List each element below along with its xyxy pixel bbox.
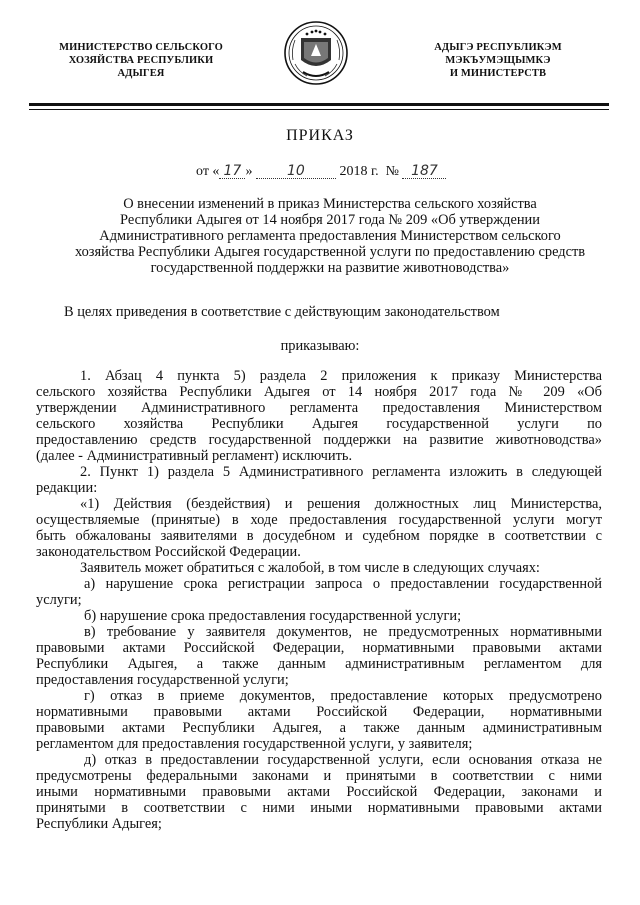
body-line: Республики Адыгея; xyxy=(36,816,162,832)
order-word: приказываю: xyxy=(280,338,360,354)
subject-line: хозяйства Республики Адыгея государственной услуги по предоставлению средств xyxy=(74,244,586,260)
body-line: сельского хозяйства Республики Адыгея от 14 ноября 2017 года № 209 «Об xyxy=(36,384,602,400)
body-line: 1. Абзац 4 пункта 5) раздела 2 приложения к приказу Министерства xyxy=(80,368,602,384)
body-line: быть обжалованы заявителями в досудебном и судебном порядке в соответствии с xyxy=(36,528,602,544)
body-line: Республики Адыгея, а также данным административным регламентом для xyxy=(36,656,602,672)
date-prefix: от « xyxy=(196,164,220,179)
header-left-line: АДЫГЕЯ xyxy=(117,68,165,79)
body-line: правовыми актами Республики Адыгея, а также данным административным xyxy=(36,720,602,736)
ministry-name-russian xyxy=(36,41,246,80)
header-left-line: МИНИСТЕРСТВО СЕЛЬСКОГО xyxy=(59,42,223,53)
ministry-name-adyghe xyxy=(398,41,598,80)
order-number-handwritten: 187 xyxy=(411,163,438,179)
body-line: в) требование у заявителя документов, не предусмотренных нормативными xyxy=(84,624,602,640)
body-line: г) отказ в приеме документов, предоставление которых предусмотрено xyxy=(84,688,602,704)
body-line: нормативными правовыми актами Российской Федерации, нормативными xyxy=(36,704,602,720)
preamble: В целях приведения в соответствие с действующим законодательством xyxy=(64,304,500,320)
subject-line: О внесении изменений в приказ Министерства сельского хозяйства xyxy=(123,196,537,212)
order-number-field xyxy=(402,163,446,179)
body-line: сельского хозяйства Республики Адыгея государственной услуги по xyxy=(36,416,602,432)
body-line: осуществляемые (принятые) в ходе предоставления государственной услуги могут xyxy=(36,512,602,528)
body-line: 2. Пункт 1) раздела 5 Административного регламента изложить в следующей xyxy=(80,464,602,480)
date-month-field xyxy=(256,163,336,179)
body-line: д) отказ в предоставлении государственной услуги, если основания отказа не xyxy=(84,752,602,768)
coat-of-arms-emblem xyxy=(283,20,349,86)
body-line: услуги; xyxy=(36,592,82,608)
body-line: предоставления государственной услуги; xyxy=(36,672,289,688)
number-sign: № xyxy=(385,164,399,179)
document-body xyxy=(36,368,602,832)
subject-line: Административного регламента предоставления Министерством сельского xyxy=(99,228,561,244)
header-right-line: АДЫГЭ РЕСПУБЛИКЭМ xyxy=(434,42,562,53)
body-line: утверждении Административного регламента предоставления Министерством xyxy=(36,400,602,416)
body-line: б) нарушение срока предоставления государственной услуги; xyxy=(84,608,462,624)
date-day-field xyxy=(219,163,245,179)
body-line: «1) Действия (бездействия) и решения должностных лиц Министерства, xyxy=(80,496,602,512)
order-subject xyxy=(60,196,600,276)
body-line: правовыми актами Российской Федерации, нормативными правовыми актами xyxy=(36,640,602,656)
body-line: законодательством Российской Федерации. xyxy=(36,544,301,560)
header-right-line: МЭКЪУМЭЩЫМКЭ xyxy=(445,55,551,66)
header-left-line: ХОЗЯЙСТВА РЕСПУБЛИКИ xyxy=(68,55,214,66)
date-quote-close: » xyxy=(245,164,253,179)
body-line: (далее - Административный регламент) исключить. xyxy=(36,448,353,464)
body-line: Заявитель может обратиться с жалобой, в том числе в следующих случаях: xyxy=(80,560,540,576)
header-divider-thin xyxy=(29,109,609,110)
body-line: а) нарушение срока регистрации запроса о предоставлении государственной xyxy=(84,576,602,592)
subject-line: Республики Адыгея от 14 ноября 2017 года № 209 «Об утверждении xyxy=(120,212,540,228)
body-line: регламентом для предоставления государственной услуги, у заявителя; xyxy=(36,736,473,752)
header-divider-thick xyxy=(29,103,609,106)
body-line: принятыми в соответствии с ними иными нормативными правовыми актами xyxy=(36,800,602,816)
body-line: иными нормативными правовыми актами Российской Федерации, законами и xyxy=(36,784,602,800)
order-date-line xyxy=(196,163,446,180)
date-day-handwritten: 17 xyxy=(223,163,242,179)
date-month-handwritten: 10 xyxy=(287,163,305,179)
header-right-line: И МИНИСТЕРСТВ xyxy=(449,68,547,79)
date-year: 2018 г. xyxy=(339,164,379,179)
subject-line: государственной поддержки на развитие животноводства» xyxy=(150,260,510,276)
body-line: предоставлению средств государственной поддержки на развитие животноводства» xyxy=(36,432,602,448)
body-line: редакции: xyxy=(36,480,98,496)
document-title: ПРИКАЗ xyxy=(286,127,354,144)
body-line: предусмотрены федеральными законами и принятыми в соответствии с ними xyxy=(36,768,602,784)
